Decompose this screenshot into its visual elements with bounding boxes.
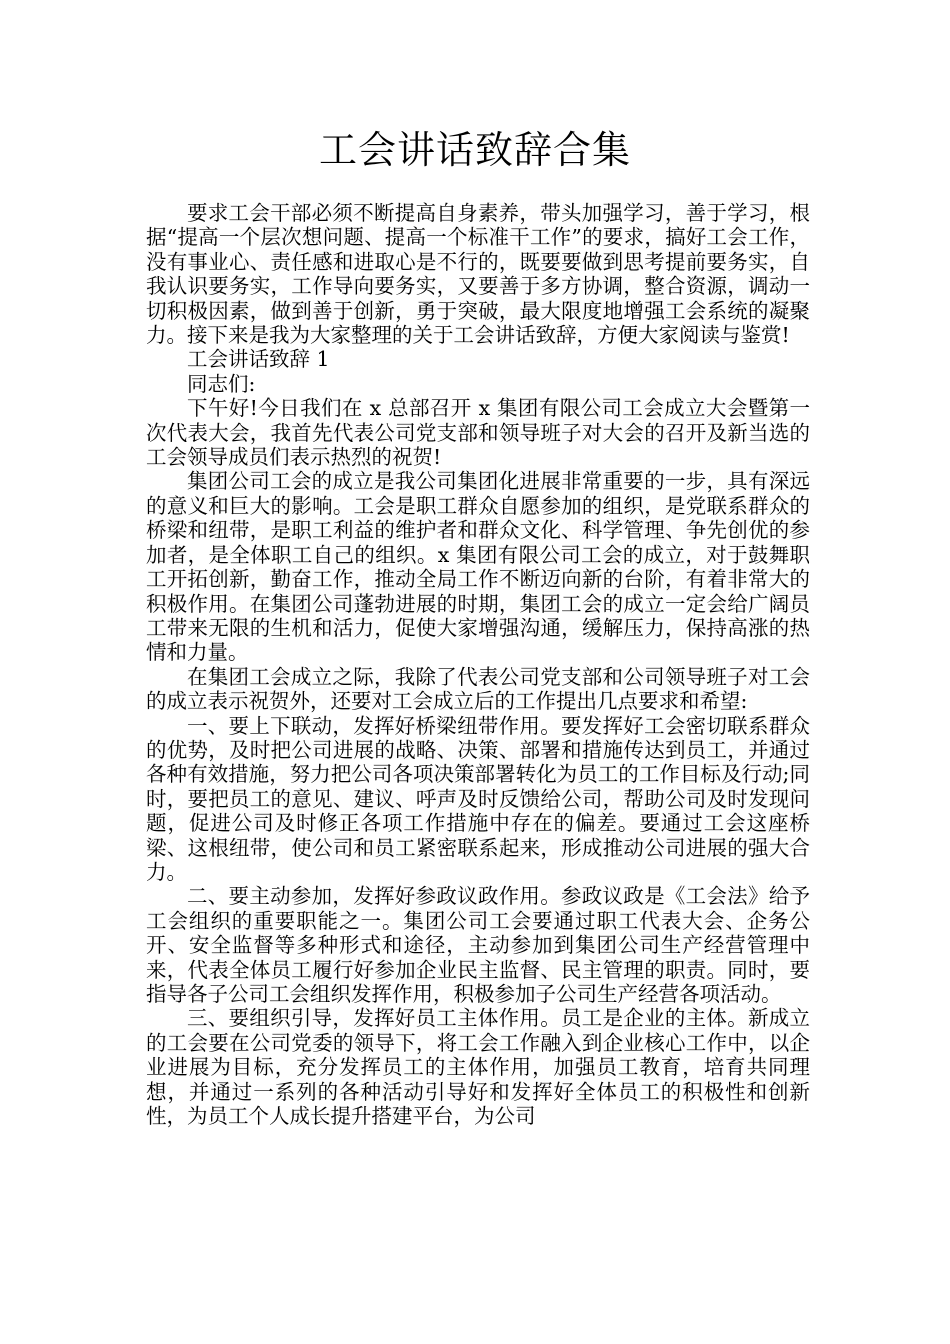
body-paragraph: 三、要组织引导，发挥好员工主体作用。员工是企业的主体。新成立的工会要在公司党委的领导下，将工会工作融入到企业核心工作中，以企业进展为目标，充分发挥员工的主体作用，加强员工教育，培育共同理想，并通过一系列的各种活动引导好和发挥好全体员工的积极性和创新性，为员工个人成长提升搭建平台，为公司 — [146, 1006, 810, 1129]
body-paragraph: 一、要上下联动，发挥好桥梁纽带作用。要发挥好工会密切联系群众的优势，及时把公司进展的战略、决策、部署和措施传达到员工，并通过各种有效措施，努力把公司各项决策部署转化为员工的工作目标及行动;同时，要把员工的意见、建议、呼声及时反馈给公司，帮助公司及时发现问题，促进公司及时修正各项工作措施中存在的偏差。要通过工会这座桥梁、这根纽带，使公司和员工紧密联系起来，形成推动公司进展的强大合力。 — [146, 713, 810, 884]
body-paragraph: 在集团工会成立之际，我除了代表公司党支部和公司领导班子对工会的成立表示祝贺外，还要对工会成立后的工作提出几点要求和希望: — [146, 664, 810, 714]
document-body — [146, 201, 810, 1128]
body-paragraph: 集团公司工会的成立是我公司集团化进展非常重要的一步，具有深远的意义和巨大的影响。工会是职工群众自愿参加的组织，是党联系群众的桥梁和纽带，是职工利益的维护者和群众文化、科学管理、争先创优的参加者，是全体职工自己的组织。x 集团有限公司工会的成立，对于鼓舞职工开拓创新，勤奋工作，推动全局工作不断迈向新的台阶，有着非常大的积极作用。在集团公司蓬勃进展的时期，集团工会的成立一定会给广阔员工带来无限的生机和活力，促使大家增强沟通，缓解压力，保持高涨的热情和力量。 — [146, 469, 810, 665]
body-paragraph: 二、要主动参加，发挥好参政议政作用。参政议政是《工会法》给予工会组织的重要职能之一。集团公司工会要通过职工代表大会、企务公开、安全监督等多种形式和途径，主动参加到集团公司生产经营管理中来，代表全体员工履行好参加企业民主监督、民主管理的职责。同时，要指导各子公司工会组织发挥作用，积极参加子公司生产经营各项活动。 — [146, 884, 810, 1006]
salutation: 同志们: — [187, 371, 256, 396]
section-heading: 工会讲话致辞 1 — [187, 347, 330, 372]
body-paragraph: 下午好!今日我们在 x 总部召开 x 集团有限公司工会成立大会暨第一次代表大会，我首先代表公司党支部和领导班子对大会的召开及新当选的工会领导成员们表示热烈的祝贺! — [146, 396, 810, 470]
document-title: 工会讲话致辞合集 — [318, 128, 631, 172]
intro-paragraph: 要求工会干部必须不断提高自身素养，带头加强学习，善于学习，根据“提高一个层次想问题、提高一个标准干工作”的要求，搞好工会工作，没有事业心、责任感和进取心是不行的，既要要做到思考提前要务实，自我认识要务实，工作导向要务实，又要善于多方协调，整合资源，调动一切积极因素，做到善于创新，勇于突破，最大限度地增强工会系统的凝聚力。接下来是我为大家整理的关于工会讲话致辞，方便大家阅读与鉴赏! — [146, 201, 810, 348]
